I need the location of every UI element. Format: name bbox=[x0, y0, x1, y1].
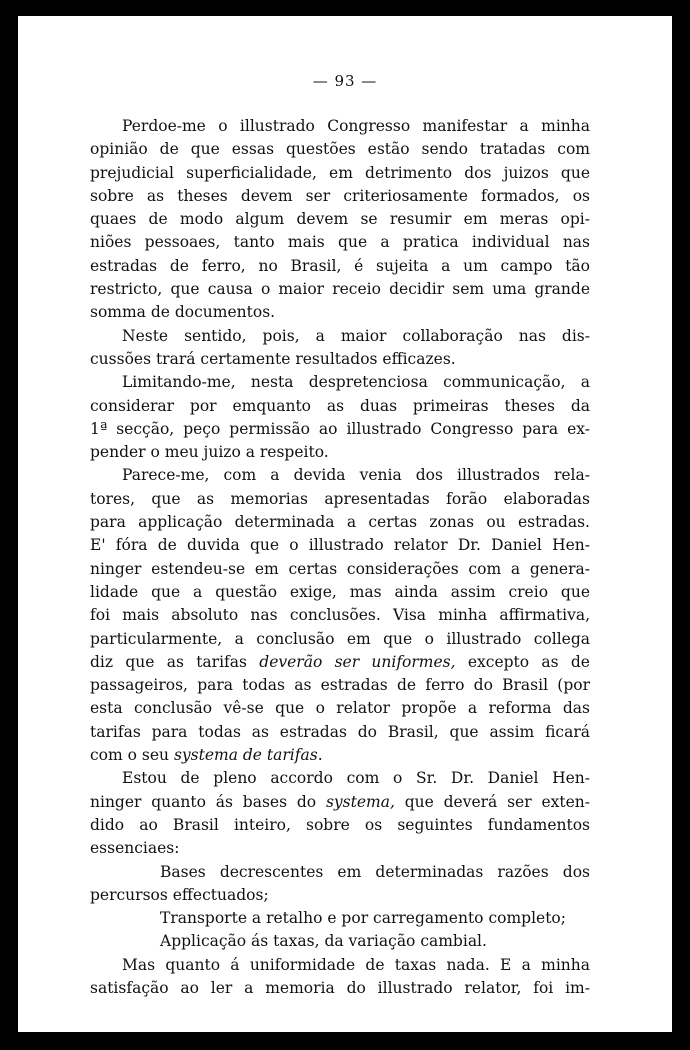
text-line-mixed bbox=[90, 744, 590, 767]
text-line: foi mais absoluto nas conclusões. Visa minha affirmativa, bbox=[90, 606, 590, 625]
text-line: somma de documentos. bbox=[90, 303, 276, 322]
text-line: dido ao Brasil inteiro, sobre os seguintes fundamentos bbox=[90, 815, 590, 834]
text-line: esta conclusão vê-se que o relator propõe a reforma das bbox=[90, 699, 590, 718]
text-line: tores, que as memorias apresentadas forão elaboradas bbox=[90, 489, 590, 508]
page-number: — 93 — bbox=[312, 72, 378, 90]
italic-run: deverão ser uniformes, bbox=[259, 652, 456, 671]
text-line: Neste sentido, pois, a maior collaboração nas dis- bbox=[122, 326, 590, 345]
text-line: estradas de ferro, no Brasil, é sujeita a um campo tão bbox=[90, 256, 590, 275]
body-text bbox=[90, 115, 590, 1000]
text-run: . bbox=[317, 746, 323, 765]
text-line: opinião de que essas questões estão sendo tratadas com bbox=[90, 140, 590, 159]
text-line: restricto, que causa o maior receio decidir sem uma grande bbox=[90, 280, 590, 299]
text-line: essenciaes: bbox=[90, 839, 180, 858]
text-run: ninger quanto ás bases do bbox=[90, 792, 317, 811]
text-line: Parece-me, com a devida venia dos illustrados rela- bbox=[122, 466, 590, 485]
text-run: com o seu bbox=[90, 746, 170, 765]
italic-run: systema de tarifas bbox=[173, 746, 318, 765]
text-line: Mas quanto á uniformidade de taxas nada. E a minha bbox=[122, 955, 590, 974]
text-line: prejudicial superficialidade, em detrimento dos juizos que bbox=[90, 163, 590, 182]
text-line: Limitando-me, nesta despretenciosa communicação, a bbox=[122, 373, 590, 392]
text-run: diz que as tarifas bbox=[90, 652, 247, 671]
text-line: niões pessoaes, tanto mais que a pratica individual nas bbox=[90, 233, 590, 252]
text-line: ninger estendeu-se em certas considerações com a genera- bbox=[90, 559, 590, 578]
document-page bbox=[18, 16, 672, 1032]
text-line: percursos effectuados; bbox=[90, 885, 269, 904]
text-line: pender o meu juizo a respeito. bbox=[90, 443, 329, 462]
text-run: que deverá ser exten- bbox=[404, 792, 590, 811]
text-line: lidade que a questão exige, mas ainda assim creio que bbox=[90, 582, 590, 601]
text-line: Transporte a retalho e por carregamento completo; bbox=[160, 909, 566, 928]
text-line: particularmente, a conclusão em que o illustrado collega bbox=[90, 629, 590, 648]
text-line-mixed bbox=[90, 791, 590, 814]
italic-run: systema, bbox=[325, 792, 395, 811]
text-line: passageiros, para todas as estradas de ferro do Brasil (por bbox=[90, 676, 590, 695]
text-line-mixed bbox=[90, 651, 590, 674]
text-line: para applicação determinada a certas zonas ou estradas. bbox=[90, 513, 590, 532]
text-line: 1ª secção, peço permissão ao illustrado Congresso para ex- bbox=[90, 419, 590, 438]
text-line: considerar por emquanto as duas primeiras theses da bbox=[90, 396, 590, 415]
text-line: sobre as theses devem ser criteriosamente formados, os bbox=[90, 186, 590, 205]
text-line: Applicação ás taxas, da variação cambial. bbox=[160, 932, 487, 951]
text-line: E' fóra de duvida que o illustrado relator Dr. Daniel Hen- bbox=[90, 536, 590, 555]
text-line: Perdoe-me o illustrado Congresso manifestar a minha bbox=[122, 117, 590, 135]
text-line: Estou de pleno accordo com o Sr. Dr. Daniel Hen- bbox=[122, 769, 590, 788]
text-run: excepto as de bbox=[467, 652, 590, 671]
text-line: Bases decrescentes em determinadas razões dos bbox=[160, 862, 590, 881]
text-line: quaes de modo algum devem se resumir em meras opi- bbox=[90, 210, 590, 229]
text-line: cussões trará certamente resultados efficazes. bbox=[90, 349, 456, 368]
text-line: satisfação ao ler a memoria do illustrado relator, foi im- bbox=[90, 978, 590, 997]
text-line: tarifas para todas as estradas do Brasil, que assim ficará bbox=[90, 722, 590, 741]
